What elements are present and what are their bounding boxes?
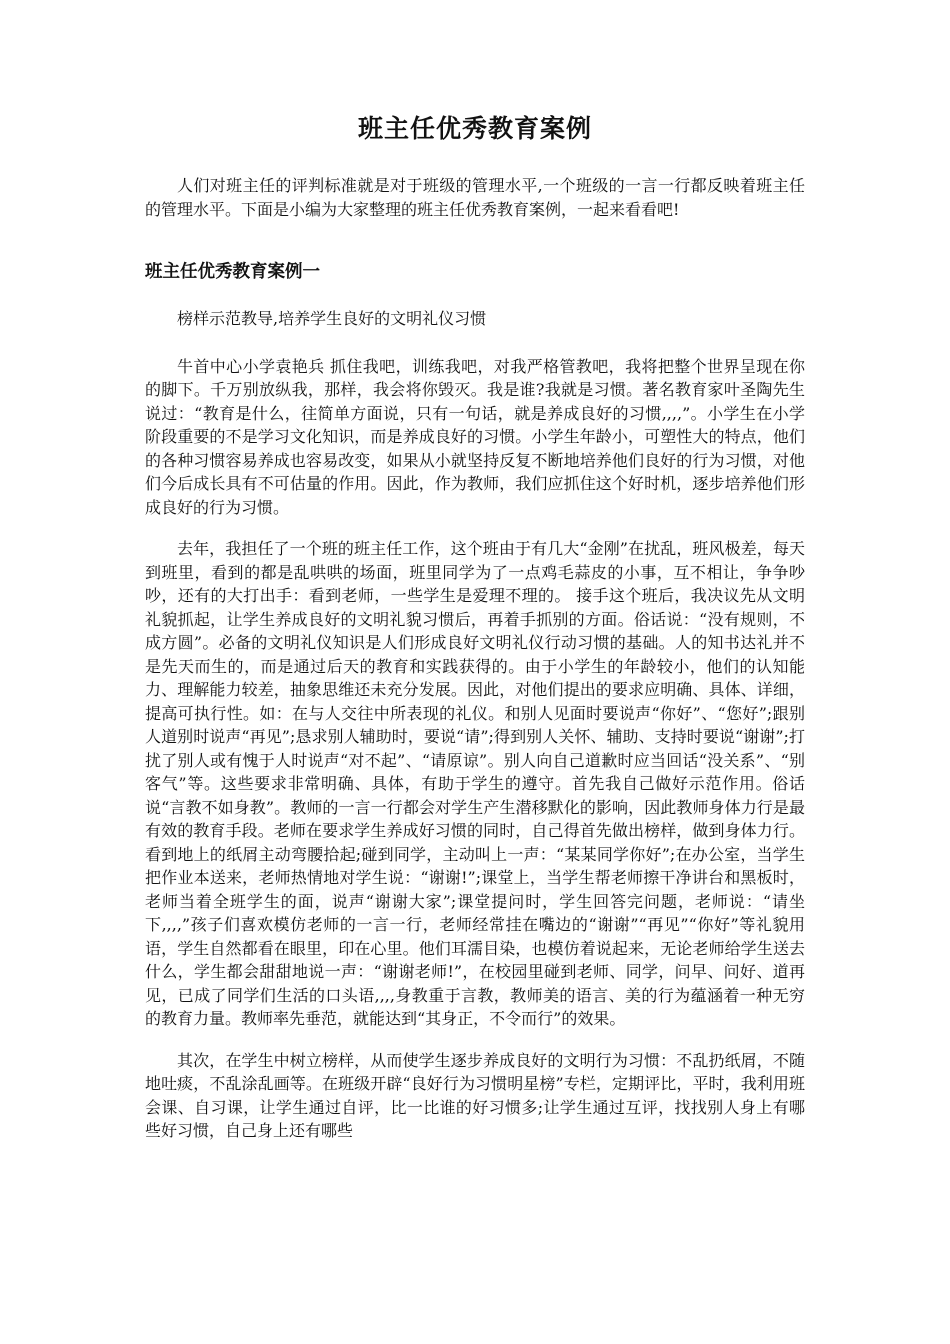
section-heading: 班主任优秀教育案例一 (145, 262, 320, 282)
document-title: 班主任优秀教育案例 (357, 114, 592, 143)
section-subtitle: 榜样示范教导,培养学生良好的文明礼仪习惯 (177, 309, 487, 328)
intro-paragraph: 人们对班主任的评判标准就是对于班级的管理水平,一个班级的一言一行都反映着班主任的管理水平。下面是小编为大家整理的班主任优秀教育案例，一起来看看吧! (145, 176, 805, 219)
body-paragraph-3: 其次，在学生中树立榜样，从而使学生逐步养成良好的文明行为习惯：不乱扔纸屑，不随地吐痰，不乱涂乱画等。在班级开辟“良好行为习惯明星榜”专栏，定期评比，平时，我利用班会课、自习课，让学生通过自评，比一比谁的好习惯多;让学生通过互评，找找别人身上有哪些好习惯，自己身上还有哪些 (145, 1050, 805, 1140)
body-paragraph-1: 牛首中心小学袁艳兵 抓住我吧，训练我吧，对我严格管教吧，我将把整个世界呈现在你的脚下。千万别放纵我，那样，我会将你毁灭。我是谁?我就是习惯。著名教育家叶圣陶先生说过：“教育是什么，往简单方面说，只有一句话，就是养成良好的习惯,,,,”。小学生在小学阶段重要的不是学习文化知识，而是养成良好的习惯。小学生年龄小，可塑性大的特点，他们的各种习惯容易养成也容易改变，如果从小就坚持反复不断地培养他们良好的行为习惯，对他们今后成长具有不可估量的作用。因此，作为教师，我们应抓住这个好时机，逐步培养他们形成良好的行为习惯。 (145, 356, 805, 517)
document-body (145, 112, 805, 1161)
body-paragraph-2: 去年，我担任了一个班的班主任工作，这个班由于有几大“金刚”在扰乱，班风极差，每天到班里，看到的都是乱哄哄的场面，班里同学为了一点鸡毛蒜皮的小事，互不相让，争争吵吵，还有的大打出手：看到老师，一些学生是爱理不理的。 接手这个班后，我决议先从文明礼貌抓起，让学生养成良好的文明礼貌习惯后，再着手抓别的方面。俗话说：“没有规则，不成方圆”。必备的文明礼仪知识是人们形成良好文明礼仪行动习惯的基础。人的知书达礼并不是先天而生的，而是通过后天的教育和实践获得的。由于小学生的年龄较小，他们的认知能力、理解能力较差，抽象思维还未充分发展。因此，对他们提出的要求应明确、具体、详细，提高可执行性。如：在与人交往中所表现的礼仪。和别人见面时要说声“你好”、“您好”;跟别人道别时说声“再见”;恳求别人辅助时，要说“请”;得到别人关怀、辅助、支持时要说“谢谢”;打扰了别人或有愧于人时说声“对不起”、“请原谅”。别人向自己道歉时应当回话“没关系”、“别客气”等。这些要求非常明确、具体，有助于学生的遵守。首先我自己做好示范作用。俗话说“言教不如身教”。教师的一言一行都会对学生产生潜移默化的影响，因此教师身体力行是最有效的教育手段。老师在要求学生养成好习惯的同时，自己得首先做出榜样，做到身体力行。看到地上的纸屑主动弯腰拾起;碰到同学，主动叫上一声：“某某同学你好”;在办公室，当学生把作业本送来，老师热情地对学生说：“谢谢!”;课堂上，当学生帮老师擦干净讲台和黑板时，老师当着全班学生的面，说声“谢谢大家”;课堂提问时，学生回答完问题，老师说：“请坐下,,,,”孩子们喜欢模仿老师的一言一行，老师经常挂在嘴边的“谢谢”“再见”“你好”等礼貌用语，学生自然都看在眼里，印在心里。他们耳濡目染，也模仿着说起来，无论老师给学生送去什么，学生都会甜甜地说一声：“谢谢老师!”，在校园里碰到老师、同学，问早、问好、道再见，已成了同学们生活的口头语,,,,身教重于言教，教师美的语言、美的行为蕴涵着一种无穷的教育力量。教师率先垂范，就能达到“其身正，不令而行”的效果。 (145, 539, 805, 1028)
